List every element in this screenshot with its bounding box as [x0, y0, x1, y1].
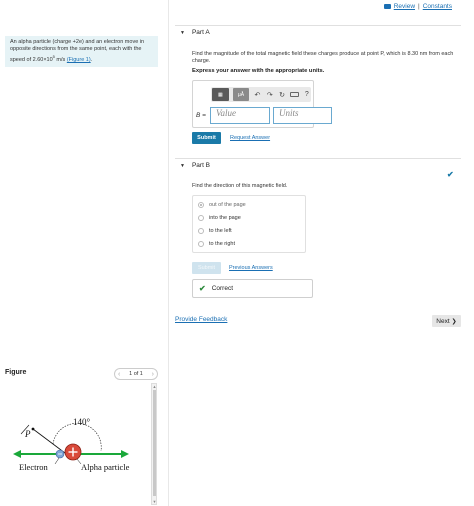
distance-line — [33, 429, 65, 453]
link-separator: | — [418, 3, 420, 10]
units-symbol-button[interactable]: μÅ — [233, 88, 250, 101]
scrollbar-thumb[interactable] — [153, 390, 156, 496]
keyboard-icon[interactable] — [290, 92, 298, 97]
templates-button[interactable]: ▦ — [212, 88, 229, 101]
part-a-submit-button[interactable]: Submit — [192, 132, 221, 144]
undo-icon[interactable]: ↶ — [254, 91, 261, 99]
alpha-arrowhead — [121, 450, 129, 458]
figure-title: Figure — [5, 369, 27, 376]
math-toolbar — [211, 87, 311, 102]
problem-exponent: 5 — [52, 54, 55, 59]
help-icon[interactable]: ? — [304, 91, 309, 98]
caret-down-icon[interactable]: ▼ — [180, 162, 185, 169]
problem-text-end: . — [90, 56, 93, 63]
review-icon[interactable] — [384, 4, 391, 9]
scroll-up-icon[interactable]: ▲ — [152, 384, 157, 389]
option-label: to the right — [209, 241, 235, 247]
figure-pager — [114, 368, 158, 380]
review-link[interactable]: Review — [393, 3, 416, 10]
point-p-label: P — [25, 429, 31, 439]
option-label: out of the page — [209, 202, 246, 208]
radio-button[interactable] — [198, 215, 204, 221]
part-b-title: Part B — [191, 162, 211, 169]
reset-icon[interactable]: ↻ — [279, 91, 285, 99]
problem-text: An alpha particle (charge +2e) and an electron move in opposite directions from the same point, each with the speed of 2.60×10 — [10, 39, 145, 63]
radio-button[interactable] — [198, 228, 204, 234]
part-a-title: Part A — [191, 29, 210, 36]
request-answer-link[interactable]: Request Answer — [230, 135, 271, 141]
checkmark-icon: ✔ — [199, 284, 206, 293]
problem-unit: m/s — [54, 56, 66, 63]
redo-icon[interactable]: ↷ — [266, 91, 273, 99]
units-input[interactable]: Units — [273, 107, 332, 124]
electron-leader — [55, 458, 59, 464]
part-b-question: Find the direction of this magnetic field. — [192, 183, 288, 189]
part-a-question: Find the magnitude of the total magnetic field these charges produce at point P, which is 8.30 nm from each charge. — [192, 51, 454, 64]
next-label: Next — [436, 317, 450, 325]
correct-label: Correct — [211, 285, 234, 292]
part-b-header[interactable] — [175, 158, 461, 172]
point-p — [32, 428, 35, 431]
figure-next-button[interactable]: › — [151, 370, 154, 378]
figure-prev-button[interactable]: ‹ — [118, 370, 121, 378]
part-b-submit-button[interactable]: Submit — [192, 262, 221, 274]
figure-page-count: 1 of 1 — [129, 371, 143, 377]
alpha-label: Alpha particle — [81, 462, 130, 472]
caret-down-icon[interactable]: ▼ — [180, 29, 185, 36]
figure-diagram — [5, 395, 150, 495]
option-out-of-page[interactable] — [198, 202, 246, 208]
checkmark-icon: ✔ — [447, 170, 454, 179]
scroll-down-icon[interactable]: ▼ — [152, 499, 157, 504]
constants-link[interactable]: Constants — [422, 3, 452, 10]
electron-label: Electron — [19, 462, 48, 472]
option-label: to the left — [209, 228, 232, 234]
chevron-right-icon: ❯ — [451, 318, 457, 325]
radio-button[interactable] — [198, 241, 204, 247]
option-to-left[interactable] — [198, 228, 232, 234]
angle-label: 140° — [73, 417, 91, 427]
provide-feedback-link[interactable]: Provide Feedback — [175, 316, 228, 323]
panel-divider — [168, 0, 169, 506]
option-label: into the page — [209, 215, 241, 221]
option-to-right[interactable] — [198, 241, 235, 247]
electron-arrowhead — [13, 450, 21, 458]
part-a-instruction: Express your answer with the appropriate units. — [192, 68, 325, 74]
value-input[interactable]: Value — [210, 107, 270, 124]
top-links — [384, 3, 452, 10]
figure-link[interactable]: (Figure 1) — [66, 56, 91, 63]
radio-button[interactable] — [198, 202, 204, 208]
correct-feedback — [192, 279, 313, 298]
figure-scrollbar[interactable] — [151, 383, 157, 505]
previous-answers-link[interactable]: Previous Answers — [229, 265, 273, 271]
option-into-page[interactable] — [198, 215, 241, 221]
part-a-header[interactable] — [175, 25, 461, 39]
problem-statement — [5, 36, 158, 67]
field-variable-label: B = — [196, 112, 206, 119]
next-button[interactable] — [432, 315, 461, 327]
